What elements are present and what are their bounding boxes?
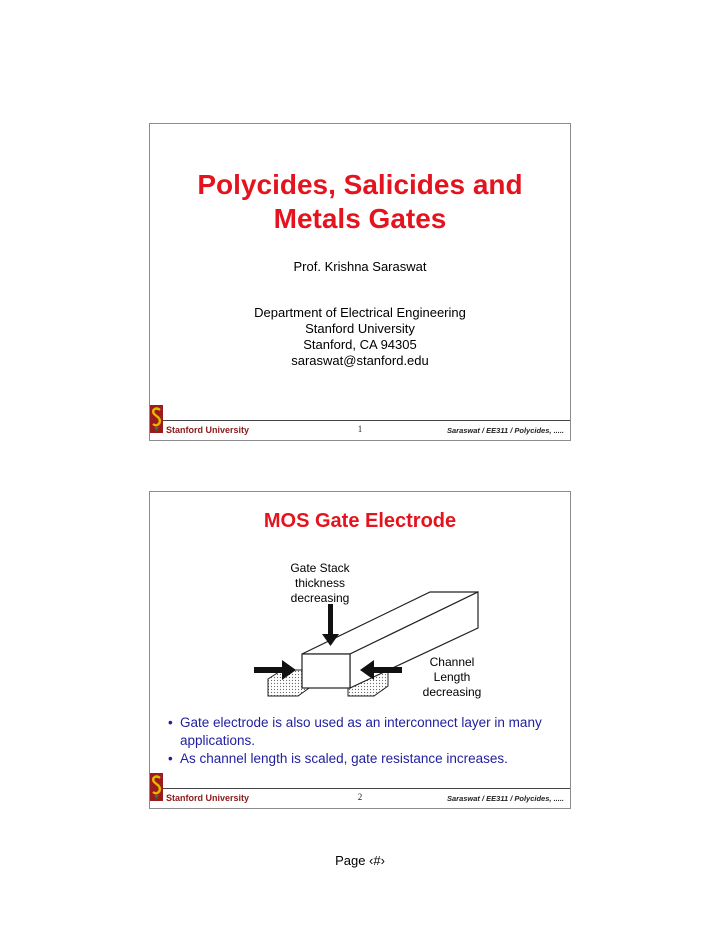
affiliation-block <box>150 305 570 369</box>
gate-front-face <box>302 654 350 688</box>
department-line: Department of Electrical Engineering <box>254 305 466 320</box>
channel-label-1: Channel <box>429 655 475 669</box>
slide-2-footer <box>150 788 570 808</box>
bullet-dot: • <box>168 751 173 766</box>
gate-electrode-diagram <box>240 544 490 704</box>
channel-label-3: decreasing <box>422 685 482 699</box>
bullet-text: Gate electrode is also used as an interconnect layer in many applications. <box>180 715 542 748</box>
address-line: Stanford, CA 94305 <box>303 337 417 352</box>
footer-rule <box>162 788 570 789</box>
footer-course: Saraswat / EE311 / Polycides, ..... <box>446 794 564 803</box>
bullet-text: As channel length is scaled, gate resistance increases. <box>180 751 508 766</box>
footer-university: Stanford University <box>166 425 250 435</box>
slide-2 <box>149 491 571 809</box>
title-line-2: Metals Gates <box>273 203 447 234</box>
footer-rule <box>162 420 570 421</box>
gate-stack-label-1: Gate Stack <box>290 561 350 575</box>
bullet-item <box>168 714 568 750</box>
author-name: Prof. Krishna Saraswat <box>293 259 427 274</box>
footer-page-number: 2 <box>357 792 363 802</box>
bullet-item <box>168 750 568 768</box>
email-line: saraswat@stanford.edu <box>291 353 429 368</box>
slide-1 <box>149 123 571 441</box>
bullet-dot: • <box>168 715 173 730</box>
bullet-list <box>168 714 568 768</box>
channel-label-2: Length <box>433 670 471 684</box>
slide-2-title: MOS Gate Electrode <box>263 510 457 532</box>
footer-page-number: 1 <box>357 424 363 434</box>
title-line-1: Polycides, Salicides and <box>197 169 523 200</box>
gate-stack-label-3: decreasing <box>290 591 350 605</box>
footer-university: Stanford University <box>166 793 250 803</box>
slide-1-title <box>150 168 570 236</box>
university-line: Stanford University <box>305 321 415 336</box>
page-number-footer: Page ‹#› <box>335 853 385 868</box>
slide-1-footer <box>150 420 570 440</box>
gate-stack-label-2: thickness <box>294 576 346 590</box>
footer-course: Saraswat / EE311 / Polycides, ..... <box>446 426 564 435</box>
